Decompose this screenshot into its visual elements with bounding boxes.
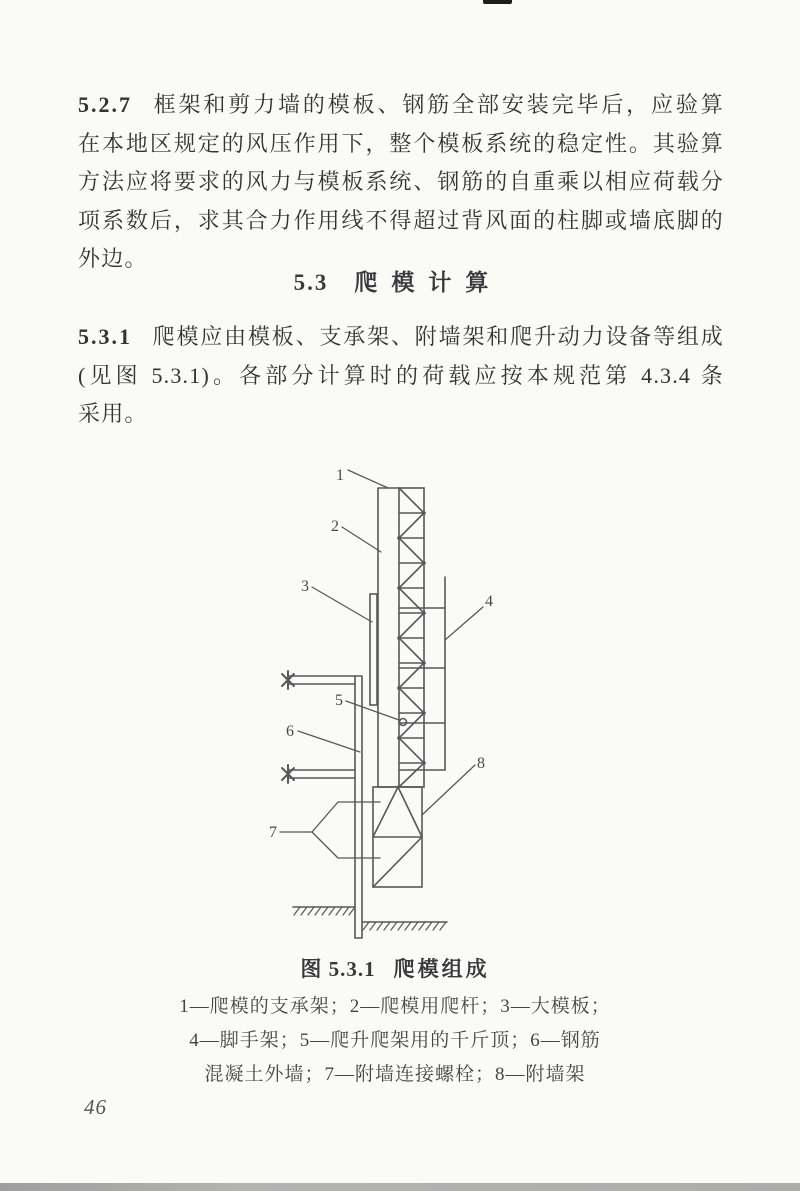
- scan-edge-bottom: [0, 1183, 800, 1191]
- page-number: 46: [84, 1095, 107, 1119]
- legend-line: 4—脚手架；5—爬升爬架用的千斤顶；6—钢筋: [189, 1030, 601, 1051]
- leader-4: [445, 607, 483, 640]
- clause-number: 5.3.1: [78, 324, 132, 349]
- leader-3: [312, 587, 372, 622]
- leader-5: [346, 701, 399, 720]
- figure-diagram: [260, 455, 520, 950]
- paragraph-5-2-7: [78, 86, 724, 279]
- paragraph-text: 框架和剪力墙的模板、钢筋全部安装完毕后，应验算: [152, 92, 724, 117]
- paragraph-line: (见图 5.3.1)。各部分计算时的荷载应按本规范第 4.3.4 条: [78, 362, 724, 388]
- break-mark-icon: [282, 765, 294, 783]
- leader-6: [298, 731, 360, 752]
- leader-1: [348, 470, 388, 488]
- diagram-label-5: 5: [335, 692, 343, 709]
- paragraph-line: 外边。: [78, 246, 148, 272]
- diagram-label-6: 6: [286, 723, 294, 740]
- floor-arm-upper: [282, 671, 355, 689]
- diagram-label-8: 8: [477, 755, 485, 772]
- scaffold: [399, 577, 445, 770]
- diagram-label-2: 2: [331, 518, 339, 535]
- floor-arm-lower: [282, 765, 355, 783]
- diagram-label-4: 4: [485, 593, 493, 610]
- paragraph-line: 方法应将要求的风力与模板系统、钢筋的自重乘以相应荷载分: [78, 169, 724, 195]
- break-mark-icon: [282, 671, 294, 689]
- section-title: 爬模计算: [354, 270, 503, 295]
- paragraph-line: [78, 86, 724, 125]
- ground-hatch-right: [363, 922, 447, 930]
- paragraph-line: 在本地区规定的风压作用下，整个模板系统的稳定性。其验算: [78, 130, 724, 156]
- section-number: 5.3: [293, 270, 329, 295]
- climb-rod: [378, 488, 399, 787]
- support-truss: [397, 488, 426, 787]
- diagram-label-1: 1: [336, 467, 344, 484]
- figure-number: 图 5.3.1: [300, 957, 376, 981]
- concrete-wall: [355, 676, 362, 938]
- figure-title: 爬模组成: [393, 957, 490, 981]
- legend-line: 混凝土外墙；7—附墙连接螺栓；8—附墙架: [204, 1064, 586, 1085]
- ground-hatch-left: [293, 907, 355, 915]
- clause-number: 5.2.7: [78, 92, 132, 117]
- paragraph-line: [78, 318, 724, 357]
- paragraph-text: 爬模应由模板、支承架、附墙架和爬升动力设备等组成: [152, 324, 724, 349]
- leader-8: [422, 765, 475, 815]
- formwork-panel: [370, 594, 377, 705]
- jack-circle: [400, 719, 407, 726]
- paragraph-line: 项系数后，求其合力作用线不得超过背风面的柱脚或墙底脚的: [78, 207, 724, 233]
- leader-7-brace: [280, 802, 380, 858]
- diagram-label-7: 7: [269, 824, 277, 841]
- paragraph-5-3-1: [78, 318, 724, 434]
- leader-lines: [280, 470, 483, 858]
- diagram-label-3: 3: [301, 578, 309, 595]
- paragraph-line: 采用。: [78, 401, 148, 427]
- figure-legend: [0, 990, 790, 1092]
- section-heading: [0, 264, 796, 297]
- legend-line: 1—爬模的支承架；2—爬模用爬杆；3—大模板；: [179, 996, 611, 1017]
- scan-artifact-top: [483, 0, 512, 4]
- figure-caption: [0, 953, 790, 983]
- leader-2: [342, 527, 381, 552]
